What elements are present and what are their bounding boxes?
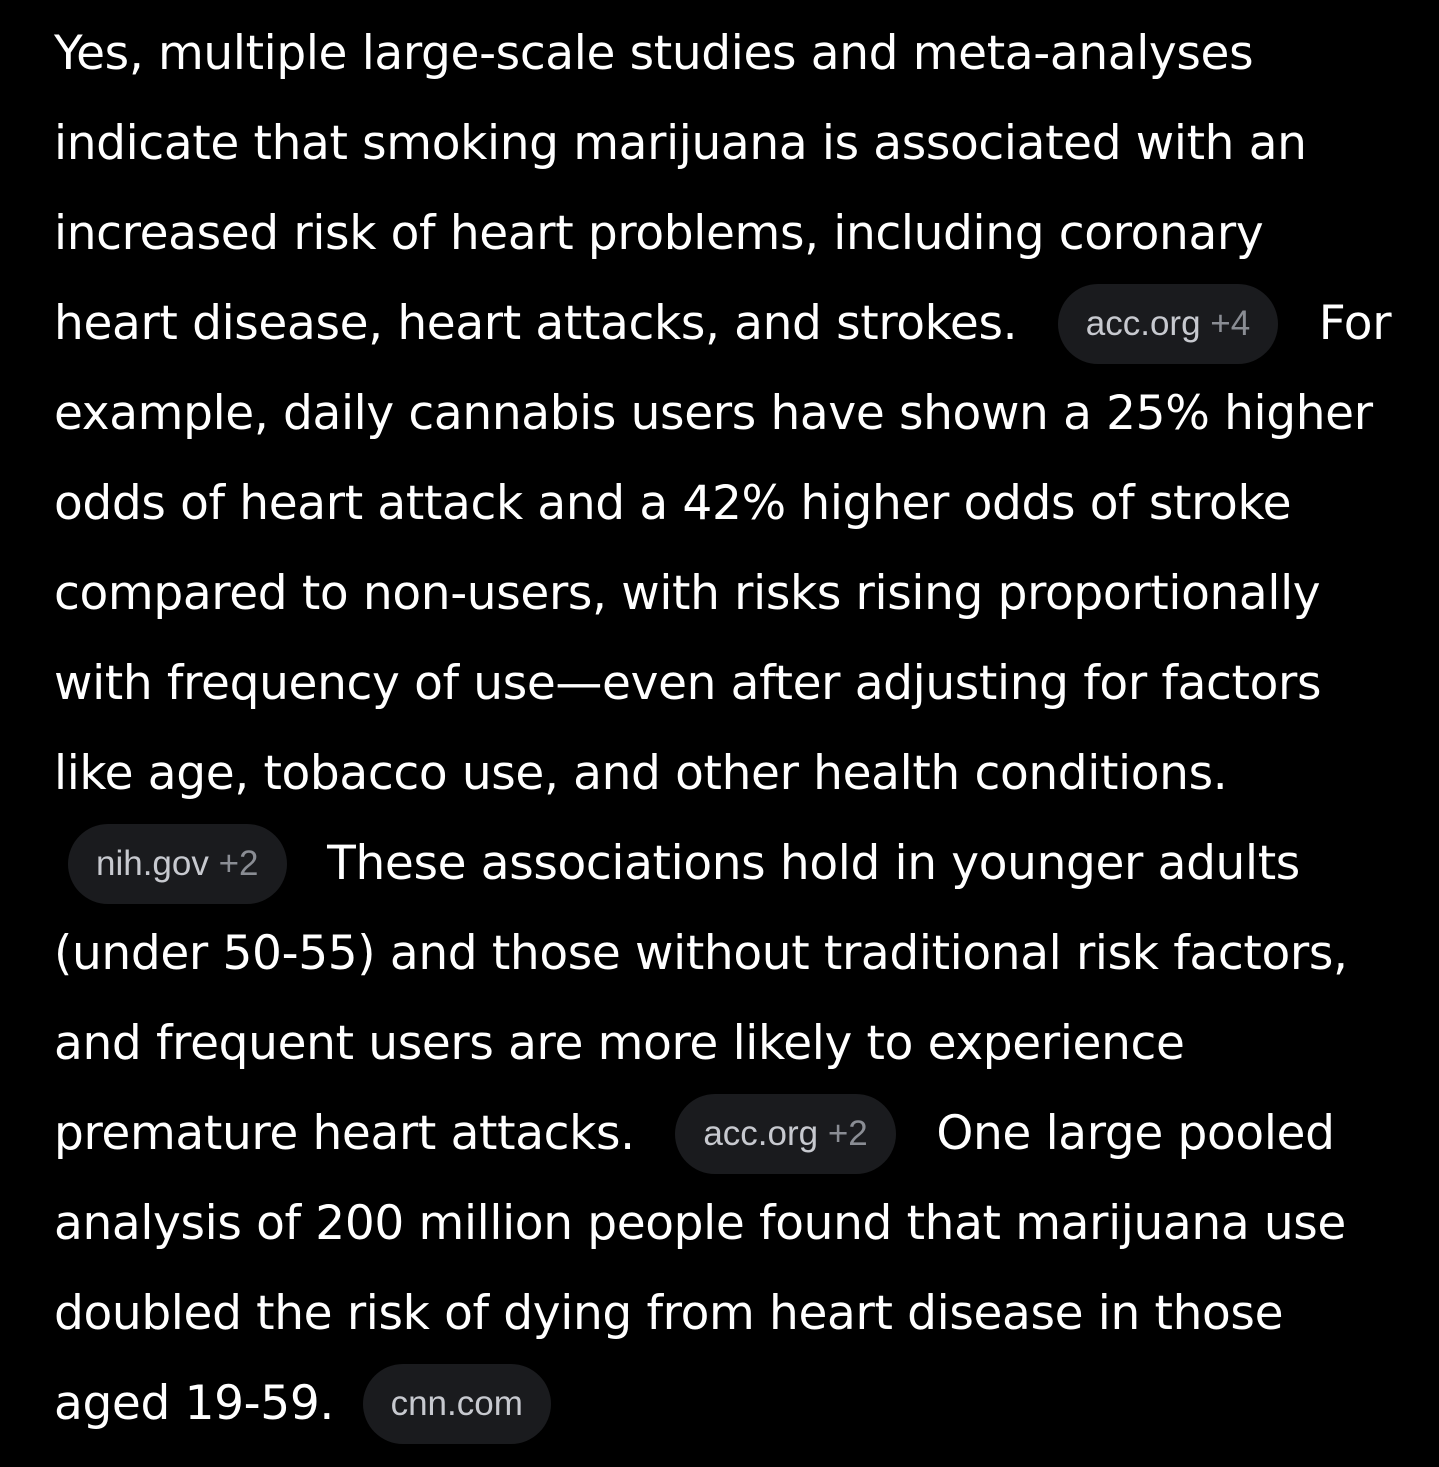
citation-chip-acc-org[interactable] — [1058, 284, 1278, 364]
text-line: like age, tobacco use, and other health conditions. — [54, 746, 1228, 801]
text-line — [54, 819, 1387, 909]
citation-source: acc.org — [1085, 303, 1201, 343]
text-line: example, daily cannabis users have shown a 25% higher — [54, 386, 1373, 441]
text-segment: premature heart attacks. — [54, 1106, 635, 1161]
text-line: odds of heart attack and a 42% higher odds of stroke — [54, 476, 1292, 531]
text-segment: heart disease, heart attacks, and strokes. — [54, 296, 1018, 351]
text-segment: For — [1318, 296, 1392, 351]
text-line: indicate that smoking marijuana is associated with an — [54, 116, 1307, 171]
citation-more-count: +2 — [827, 1113, 868, 1153]
text-line: analysis of 200 million people found that marijuana use — [54, 1196, 1346, 1251]
text-line: and frequent users are more likely to experience — [54, 1016, 1185, 1071]
text-line: compared to non-users, with risks rising proportionally — [54, 566, 1321, 621]
text-segment: These associations hold in younger adults — [327, 836, 1300, 891]
citation-chip-cnn-com[interactable] — [363, 1364, 551, 1444]
text-line: with frequency of use—even after adjusting for factors — [54, 656, 1322, 711]
citation-source: acc.org — [703, 1113, 819, 1153]
text-line — [54, 1089, 1387, 1179]
citation-chip-acc-org-2[interactable] — [675, 1094, 895, 1174]
text-line: doubled the risk of dying from heart disease in those — [54, 1286, 1284, 1341]
text-line: increased risk of heart problems, including coronary — [54, 206, 1264, 261]
citation-source: cnn.com — [390, 1383, 523, 1423]
citation-source: nih.gov — [96, 843, 209, 883]
text-line — [54, 279, 1392, 369]
citation-more-count: +2 — [218, 843, 259, 883]
text-line — [54, 1359, 1387, 1449]
citation-more-count: +4 — [1210, 303, 1251, 343]
citation-chip-nih-gov[interactable] — [68, 824, 287, 904]
text-segment: One large pooled — [936, 1106, 1335, 1161]
text-line: (under 50-55) and those without traditional risk factors, — [54, 926, 1348, 981]
text-segment: aged 19-59. — [54, 1376, 334, 1431]
text-line: Yes, multiple large-scale studies and meta-analyses — [54, 26, 1254, 81]
